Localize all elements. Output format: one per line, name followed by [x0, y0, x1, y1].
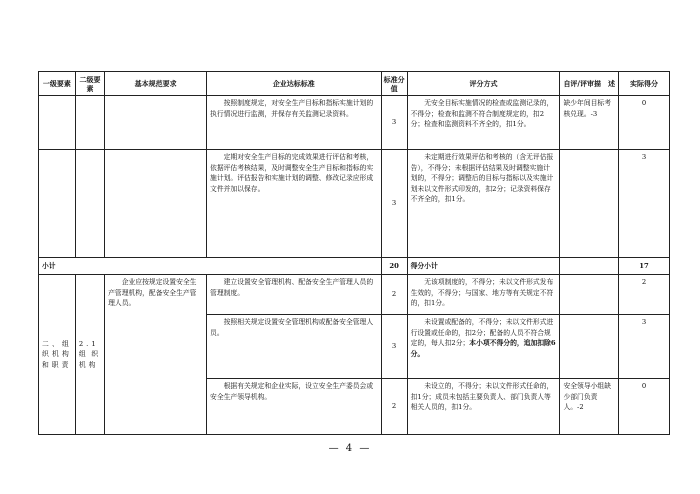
self-eval-cell: 安全领导小组缺少部门负责人。-2 — [560, 379, 619, 435]
basic-cell — [105, 150, 207, 258]
level1-cell — [39, 96, 76, 150]
method-cell — [407, 315, 560, 379]
actual-score-cell: 2 — [618, 275, 669, 315]
score-cell: 2 — [381, 275, 407, 315]
subtotal-label: 小计 — [39, 258, 382, 275]
table-row — [39, 96, 670, 150]
basic-cell — [105, 96, 207, 150]
evaluation-table — [38, 71, 670, 435]
method-bold-text: 本小项不得分的，追加扣除6分。 — [410, 339, 556, 358]
method-cell: 未定期进行效果评估和考核的（含无评估报告），不得分；未根据评估结果及时调整实施计划的，不得分；调整后的目标与指标以及实施计划未以文件形式印发的，扣2分；记录资料保存不齐全的，扣1分。 — [407, 150, 560, 258]
header-standard: 企业达标标准 — [207, 72, 382, 96]
method-cell: 未设立的，不得分；未以文件形式任命的，扣1分；成员未包括主要负责人、部门负责人等相关人员的，扣1分。 — [407, 379, 560, 435]
basic-requirement-cell: 企业应按规定设置安全生产管理机构，配备安全生产管理人员。 — [105, 275, 207, 435]
actual-score-cell: 3 — [618, 150, 669, 258]
header-standard-score: 标准分值 — [381, 72, 407, 96]
header-scoring-method: 评分方式 — [407, 72, 560, 96]
level2-cell — [75, 150, 104, 258]
self-eval-cell — [560, 275, 619, 315]
standard-cell: 按照制度规定，对安全生产目标和指标实施计划的执行情况进行监测，并保存有关监测记录资料。 — [207, 96, 382, 150]
method-text: 未设置或配备的，不得分；未以文件形式进行设置或任命的，扣2分；配备的人员不符合规定的，每人扣2分； — [410, 318, 554, 348]
actual-score-cell: 3 — [618, 315, 669, 379]
subtotal-actual: 17 — [618, 258, 669, 275]
header-level2: 二级要素 — [75, 72, 104, 96]
page-number: — 4 — — [328, 443, 372, 454]
self-eval-cell — [560, 150, 619, 258]
standard-cell: 根据有关规定和企业实际，设立安全生产委员会或安全生产领导机构。 — [207, 379, 382, 435]
level2-cell — [75, 96, 104, 150]
self-eval-cell: 缺少年间目标考核兑现。-3 — [560, 96, 619, 150]
level2-organization-cell: 2.1 组织机构 — [75, 275, 104, 435]
subtotal-method-label: 得分小计 — [407, 258, 560, 275]
table-row — [39, 150, 670, 258]
self-eval-cell — [560, 315, 619, 379]
score-cell: 3 — [381, 150, 407, 258]
header-level1: 一级要素 — [39, 72, 76, 96]
subtotal-self-eval — [560, 258, 619, 275]
actual-score-cell: 0 — [618, 96, 669, 150]
score-cell: 3 — [381, 96, 407, 150]
subtotal-row — [39, 258, 670, 275]
standard-cell: 按照相关规定设置安全管理机构或配备安全管理人员。 — [207, 315, 382, 379]
header-actual-score: 实际得分 — [618, 72, 669, 96]
method-cell: 无该项制度的，不得分；未以文件形式发布生效的，不得分；与国家、地方等有关规定不符的，扣1分。 — [407, 275, 560, 315]
score-cell: 2 — [381, 379, 407, 435]
level1-cell — [39, 150, 76, 258]
method-cell: 无安全目标实施情况的检查或监测记录的，不得分；检查和监测不符合制度规定的，扣2分；检查和监测资料不齐全的，扣1分。 — [407, 96, 560, 150]
subtotal-score: 20 — [381, 258, 407, 275]
header-row — [39, 72, 670, 96]
header-self-evaluation: 自评/评审描 述 — [560, 72, 619, 96]
standard-cell: 定期对安全生产目标的完成效果进行评估和考核，依据评估考核结果，及时调整安全生产目标和指标的实施计划。评估报告和实施计划的调整、修改记录应形成文件并加以保存。 — [207, 150, 382, 258]
header-basic-requirements: 基本规范要求 — [105, 72, 207, 96]
actual-score-cell: 0 — [618, 379, 669, 435]
table-row — [39, 275, 670, 315]
score-cell: 3 — [381, 315, 407, 379]
standard-cell: 建立设置安全管理机构、配备安全生产管理人员的管理制度。 — [207, 275, 382, 315]
level1-organization-cell: 二、组织机构和职责 — [39, 275, 76, 435]
